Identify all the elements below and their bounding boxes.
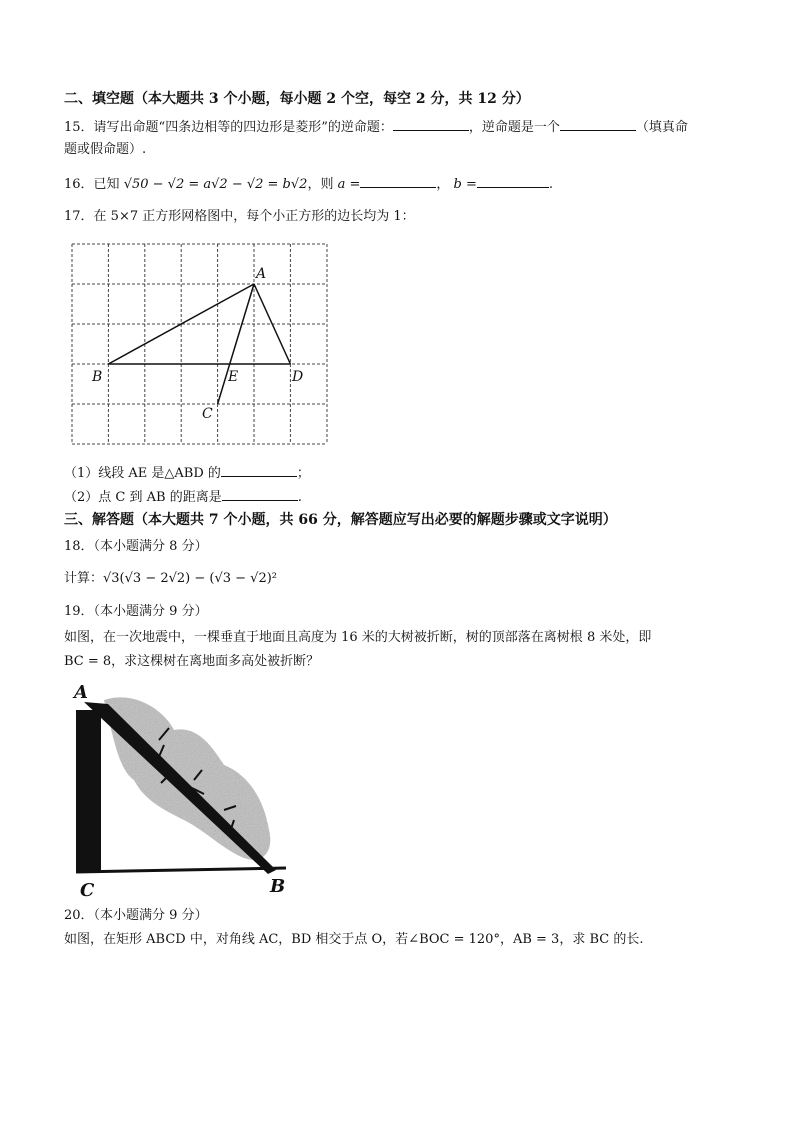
q17-text: 17．在 5×7 正方形网格图中，每个小正方形的边长均为 1： [64, 209, 415, 224]
ground-line [76, 868, 286, 872]
q16-prefix: 16．已知 [64, 177, 120, 192]
trunk-standing [76, 710, 101, 872]
point-label-c: C [80, 880, 95, 900]
q20-text: 如图，在矩形 ABCD 中，对角线 AC，BD 相交于点 O，若∠BOC = 120°，AB = 3，求 BC 的长. [64, 932, 644, 947]
q15-text-c: （填真命 [635, 120, 688, 135]
q15-text-a: 15．请写出命题“四条边相等的四边形是菱形”的逆命题： [64, 120, 393, 135]
q19-text2: BC = 8，求这棵树在离地面多高处被折断？ [64, 654, 320, 669]
q19-tree-figure [64, 680, 300, 900]
q15-line1 [64, 116, 688, 138]
q16-mid: ，则 [307, 177, 334, 192]
q15-text-b: ，逆命题是一个 [468, 120, 560, 135]
section2-heading: 二、填空题（本大题共 3 个小题，每小题 2 个空，每空 2 分，共 12 分） [64, 91, 530, 107]
q16-blank-a[interactable] [360, 173, 436, 188]
q18-title: 18．（本小题满分 8 分） [64, 539, 208, 554]
point-label-a: A [256, 266, 267, 282]
q19-text1: 如图，在一次地震中，一棵垂直于地面且高度为 16 米的大树被折断，树的顶部落在离树根 8 米处，即 [64, 630, 652, 645]
q20-title: 20．（本小题满分 9 分） [64, 908, 208, 923]
q18-calc: 计算：√3(√3 − 2√2) − (√3 − √2)² [64, 571, 278, 586]
point-label-d: D [292, 369, 304, 385]
q16-blank-b[interactable] [477, 173, 549, 188]
q16-b-label: b = [453, 177, 477, 192]
q17-blank-2[interactable] [222, 486, 298, 501]
point-label-e: E [228, 369, 239, 385]
q17-part1-end: ； [296, 466, 310, 481]
triangle-lines [108, 284, 290, 404]
point-label-b: B [270, 876, 286, 897]
q16-a-label: a = [337, 177, 361, 192]
q17-part2-text: （2）点 C 到 AB 的距离是 [64, 490, 222, 505]
q17-grid-figure [64, 236, 336, 456]
q17-part1-text: （1）线段 AE 是△ABD 的 [64, 466, 221, 481]
q17-part2 [64, 486, 302, 508]
q15-line2: 题或假命题）. [64, 142, 147, 157]
point-label-a: A [74, 682, 88, 703]
point-label-b: B [92, 369, 103, 385]
q17-blank-1[interactable] [221, 462, 297, 477]
grid-lines [72, 244, 327, 444]
q16-end: . [548, 177, 554, 192]
point-label-c: C [202, 406, 213, 422]
q19-title: 19．（本小题满分 9 分） [64, 604, 208, 619]
section3-heading: 三、解答题（本大题共 7 个小题，共 66 分，解答题应写出必要的解题步骤或文字说明） [64, 512, 617, 528]
q16-line: 16．已知 √50 − √2 = a√2 − √2 = b√2，则 a = ， b = . [64, 173, 553, 195]
q17-part2-end: . [297, 490, 302, 505]
q16-expression: √50 − √2 = a√2 − √2 = b√2 [123, 177, 308, 192]
q15-blank-1[interactable] [393, 116, 469, 131]
q15-blank-2[interactable] [560, 116, 636, 131]
q17-part1 [64, 462, 310, 484]
segment-ac [218, 284, 254, 404]
